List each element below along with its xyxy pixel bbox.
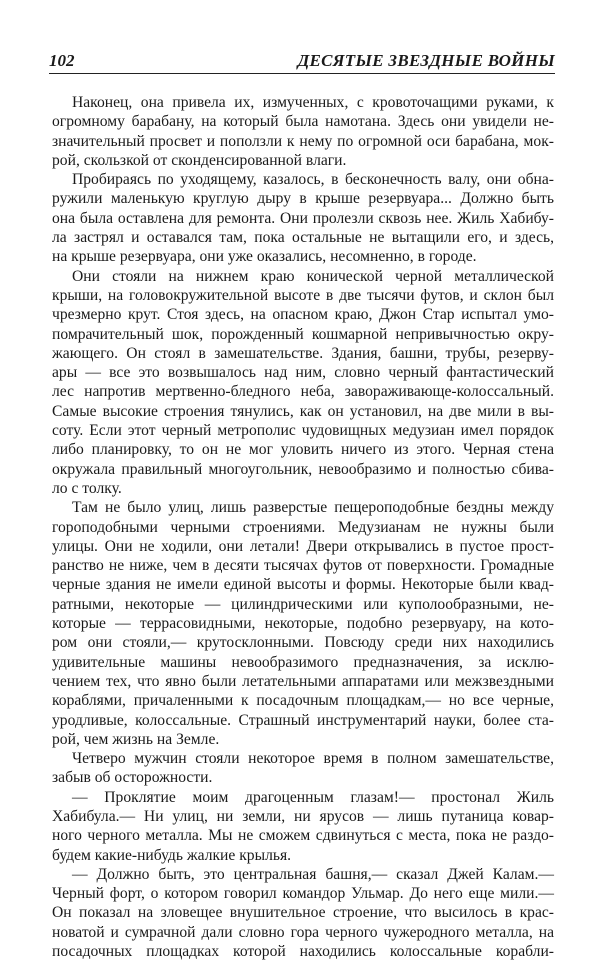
- text-line: окружала правильный многоугольник, невообразимо и полностью сбива-: [52, 460, 554, 478]
- text-line: черные здания не имели единой высоты и формы. Некоторые были квад-: [52, 576, 554, 594]
- text-line: рой, скользкой от сконденсированной влаги.: [52, 151, 347, 169]
- text-line: Наконец, она привела их, измученных, с кровоточащими руками, к: [72, 94, 554, 111]
- text-line: Черный форт, о котором говорил командор Ульмар. До него еще мили.—: [52, 885, 554, 903]
- text-line: Самые высокие строения тянулись, как он установил, на две мили в вы-: [52, 402, 554, 420]
- text-line: ного черного металла. Мы не сможем сдвинуться с места, пока не раздо-: [52, 827, 554, 845]
- text-line: чением тех, что явно были летательными аппаратами или межзвездными: [52, 672, 554, 690]
- text-line: уродливые, колоссальные. Страшный инструментарий науки, более ста-: [52, 711, 554, 729]
- paragraph: [52, 170, 554, 266]
- paragraph: [52, 749, 554, 788]
- text-line: ратными, некоторые — цилиндрическими или куполообразными, не-: [52, 595, 554, 613]
- text-line: Там не было улиц, лишь разверстые пещероподобные бездны между: [72, 499, 554, 517]
- text-line: будем какие-нибудь жалкие крылья.: [52, 846, 292, 864]
- paragraph: [52, 865, 554, 961]
- text-line: Пробираясь по уходящему, казалось, в бесконечность валу, они обна-: [72, 171, 554, 189]
- paragraph: [52, 498, 554, 749]
- text-line: на крыше резервуара, они уже оказались, несомненно, в городе.: [52, 248, 477, 266]
- text-line: которые — террасовидными, некоторые, подобно резервуару, на кото-: [52, 615, 554, 633]
- text-line: — Проклятие моим драгоценным глазам!— простонал Жиль: [72, 788, 554, 806]
- text-line: рой, чем жизнь на Земле.: [52, 730, 220, 748]
- text-line: ружили маленькую круглую дыру в крыше резервуара... Должно быть: [52, 190, 554, 208]
- text-line: лес напротив мертвенно-бледного неба, завораживающе-колоссальный.: [52, 383, 554, 401]
- text-line: значительный просвет и поползли к нему по огромной оси барабана, мок-: [52, 132, 554, 150]
- text-line: ранство не ниже, чем в десяти тысячах футов от поверхности. Громадные: [52, 557, 554, 575]
- text-line: Четверо мужчин стояли некоторое время в полном замешательстве,: [72, 750, 554, 768]
- paragraph: [52, 267, 554, 499]
- text-line: Они стояли на нижнем краю конической черной металлической: [72, 267, 554, 285]
- text-line: посадочных площадках которой находились колоссальные корабли-: [52, 943, 554, 961]
- text-line: она была оставлена для ремонта. Они пролезли сквозь нее. Жиль Хабибу-: [52, 209, 554, 227]
- text-line: гороподобными черными строениями. Медузианам не нужны были: [52, 518, 554, 536]
- text-line: Он показал на зловещее внушительное строение, что высилось в крас-: [52, 904, 554, 922]
- paragraph: [52, 93, 554, 170]
- text-line: соту. Если этот черный метрополис чудовищных медузиан имел порядок: [52, 422, 554, 440]
- text-line: жающего. Он стоял в замешательстве. Здания, башни, трубы, резерву-: [52, 344, 554, 362]
- text-line: крыши, на головокружительной высоте в две тысячи футов, и склон был: [52, 286, 554, 304]
- text-line: забыв об осторожности.: [52, 769, 213, 787]
- text-line: ло с толку.: [52, 479, 122, 497]
- text-line: кораблями, причаленными к посадочным площадкам,— но все черные,: [52, 692, 554, 710]
- text-line: улицы. Они не ходили, они летали! Двери открывались в пустое прост-: [52, 537, 554, 555]
- text-line: помрачительный шок, порожденный кошмарной непривычностью окру-: [52, 325, 554, 343]
- running-header: [49, 49, 555, 74]
- text-line: чрезмерно крут. Стоя здесь, на опасном краю, Джон Стар испытал умо-: [52, 306, 554, 324]
- paragraph: [52, 788, 554, 865]
- running-title: ДЕСЯТЫЕ ЗВЕЗДНЫЕ ВОЙНЫ: [297, 51, 555, 70]
- text-line: ары — все это возвышалось над ним, словно черный фантастический: [52, 364, 554, 382]
- text-line: удивительные машины невообразимого предназначения, за исклю-: [52, 653, 554, 671]
- text-line: Хабибула.— Ни улиц, ни земли, ни ярусов — лишь путаница ковар-: [52, 807, 554, 825]
- body-text: [52, 93, 554, 961]
- text-line: огромному барабану, на который была намотана. Здесь они увидели не-: [52, 113, 554, 131]
- text-line: — Должно быть, это центральная башня,— сказал Джей Калам.—: [72, 865, 554, 883]
- text-line: ла застрял и оставался там, пока остальные не вытащили его, и здесь,: [52, 229, 554, 247]
- text-line: ром они стояли,— крутосклонными. Повсюду среди них находились: [52, 634, 554, 652]
- text-line: либо планировку, то он не мог уловить ничего из этого. Черная стена: [52, 441, 554, 459]
- page-number: 102: [49, 51, 75, 70]
- text-line: новатой и сумрачной дали словно гора черного чужеродного металла, на: [52, 923, 554, 941]
